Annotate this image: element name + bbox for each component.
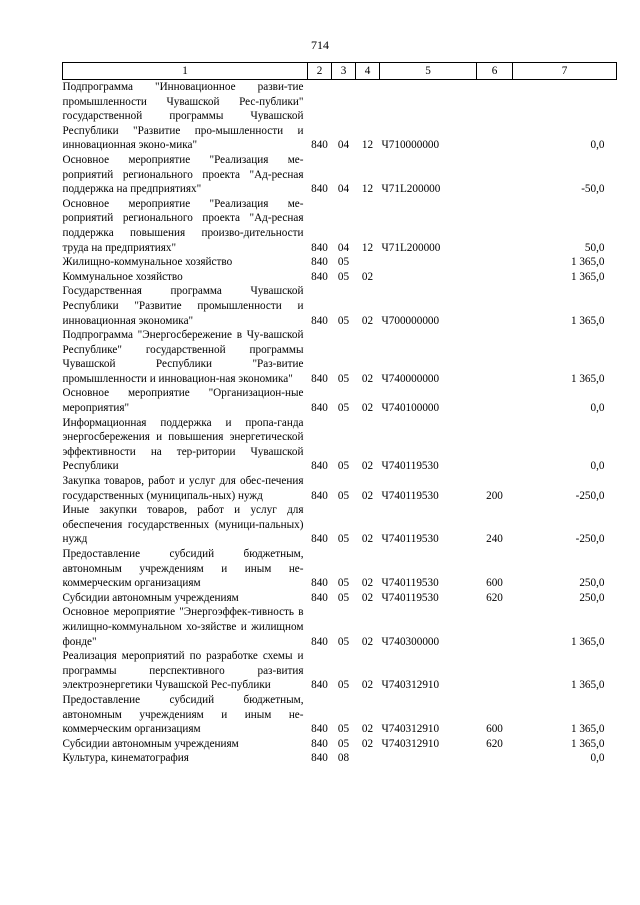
- row-pr: 02: [361, 591, 374, 604]
- row-sum: -50,0: [581, 183, 605, 196]
- row-ved: 840: [311, 241, 328, 254]
- row-rz: 05: [337, 460, 350, 473]
- row-sum: -250,0: [575, 533, 605, 546]
- row-kcsr: Ч740312910: [381, 723, 440, 736]
- row-ved: 840: [311, 533, 328, 546]
- row-name: Основное мероприятие "Энергоэффек-тивность в жилищно-коммунальном хо-зяйстве и жилищном фонде": [62, 606, 304, 648]
- row-sum: 1 365,0: [570, 270, 605, 283]
- row-sum: 0,0: [590, 752, 605, 765]
- row-pr: 02: [361, 314, 374, 327]
- row-vr: [477, 649, 513, 693]
- row-name: Основное мероприятие "Организацион-ные мероприятия": [62, 387, 304, 415]
- row-sum: 250,0: [579, 577, 605, 590]
- header-col-3: 3: [332, 63, 356, 80]
- row-ved: 840: [311, 460, 328, 473]
- row-rz: 04: [337, 241, 350, 254]
- row-pr: 02: [361, 460, 374, 473]
- row-vr: [477, 80, 513, 153]
- row-name: Закупка товаров, работ и услуг для обес-печения государственных (муниципаль-ных) нужд: [62, 475, 304, 502]
- row-rz: 08: [337, 752, 350, 765]
- row-vr: [477, 153, 513, 197]
- row-sum: -250,0: [575, 489, 605, 502]
- row-ved: 840: [311, 183, 328, 196]
- row-sum: 1 365,0: [570, 679, 605, 692]
- row-pr: 02: [361, 270, 374, 283]
- page-number: 714: [311, 38, 329, 52]
- row-name: Предоставление субсидий бюджетным, автономным учреждениям и иным не-коммерческим организациям: [62, 693, 304, 736]
- row-pr: 02: [361, 489, 374, 502]
- header-col-1: 1: [63, 63, 308, 80]
- row-rz: 05: [337, 723, 350, 736]
- row-vr: [477, 416, 513, 474]
- row-vr: 600: [486, 577, 503, 590]
- row-vr: [477, 328, 513, 386]
- row-ved: 840: [311, 402, 328, 415]
- row-name: Подпрограмма "Инновационное разви-тие промышленности Чувашской Рес-публики" государственной программы Чувашской Республики "Развитие про-мышленности и инновационная эконо-мика": [62, 81, 304, 152]
- table-row: [63, 693, 617, 737]
- row-name: Подпрограмма "Энергосбережение в Чу-вашской Республике" государственной программы Чувашской Республики "Раз-витие промышленности и инновацион-ная экономика": [62, 329, 304, 385]
- row-pr: 12: [361, 139, 374, 152]
- row-pr: [356, 255, 380, 270]
- row-ved: 840: [311, 752, 328, 765]
- row-name: Культура, кинематография: [62, 752, 189, 765]
- row-sum: 0,0: [590, 402, 605, 415]
- table-row: [63, 270, 617, 285]
- table-body: [63, 80, 617, 766]
- row-sum: 1 365,0: [570, 314, 605, 327]
- header-col-7: 7: [513, 63, 617, 80]
- table-row: [63, 503, 617, 547]
- table-row: [63, 328, 617, 386]
- table-row: [63, 751, 617, 766]
- row-pr: 12: [361, 241, 374, 254]
- row-kcsr: Ч740100000: [381, 402, 440, 415]
- row-ved: 840: [311, 635, 328, 648]
- row-name: Реализация мероприятий по разработке схемы и программы перспективного раз-вития электроэнергетики Чувашской Рес-публики: [62, 650, 304, 692]
- row-rz: 04: [337, 183, 350, 196]
- table-header: [63, 63, 617, 80]
- row-kcsr: Ч71L200000: [381, 241, 441, 254]
- row-sum: 0,0: [590, 139, 605, 152]
- row-rz: 05: [337, 533, 350, 546]
- row-name: Основное мероприятие "Реализация ме-роприятий регионального проекта "Ад-ресная поддержка повышения произво-дительности труда на предприятиях": [62, 197, 304, 254]
- row-kcsr: Ч740312910: [381, 737, 440, 750]
- row-pr: [356, 751, 380, 766]
- row-kcsr: Ч740300000: [381, 635, 440, 648]
- row-vr: [477, 605, 513, 649]
- table-row: [63, 255, 617, 270]
- row-sum: 1 365,0: [570, 737, 605, 750]
- row-vr: 200: [486, 489, 503, 502]
- row-rz: 05: [337, 402, 350, 415]
- row-name: Коммунальное хозяйство: [62, 270, 183, 283]
- table-row: [63, 416, 617, 474]
- row-rz: 05: [337, 679, 350, 692]
- row-name: Иные закупки товаров, работ и услуг для обеспечения государственных (муници-пальных) нужд: [62, 504, 304, 546]
- table-row: [63, 284, 617, 328]
- row-kcsr: Ч740119530: [381, 489, 439, 502]
- row-sum: 1 365,0: [570, 635, 605, 648]
- row-kcsr: Ч740119530: [381, 460, 439, 473]
- row-pr: 02: [361, 577, 374, 590]
- table-row: [63, 591, 617, 606]
- row-vr: 240: [486, 533, 503, 546]
- row-ved: 840: [311, 723, 328, 736]
- row-kcsr: [380, 751, 477, 766]
- row-rz: 05: [337, 635, 350, 648]
- row-pr: 02: [361, 402, 374, 415]
- row-rz: 05: [337, 314, 350, 327]
- row-vr: [477, 255, 513, 270]
- row-name: Жилищно-коммунальное хозяйство: [62, 256, 233, 269]
- row-pr: 02: [361, 737, 374, 750]
- row-vr: [477, 386, 513, 415]
- row-ved: 840: [311, 679, 328, 692]
- header-col-4: 4: [356, 63, 380, 80]
- row-kcsr: [380, 270, 477, 285]
- row-kcsr: Ч710000000: [381, 139, 440, 152]
- row-kcsr: Ч740119530: [381, 577, 439, 590]
- row-vr: [477, 284, 513, 328]
- header-col-5: 5: [380, 63, 477, 80]
- row-ved: 840: [311, 139, 328, 152]
- row-ved: 840: [311, 737, 328, 750]
- row-pr: 02: [361, 679, 374, 692]
- table-row: [63, 197, 617, 255]
- budget-table: [62, 62, 617, 766]
- row-name: Информационная поддержка и пропа-ганда энергосбережения и повышения энергетической эффективности на тер-ритории Чувашской Республики: [62, 416, 304, 473]
- row-vr: 620: [486, 737, 503, 750]
- row-rz: 05: [337, 737, 350, 750]
- row-ved: 840: [311, 314, 328, 327]
- row-vr: [477, 197, 513, 255]
- row-rz: 05: [337, 577, 350, 590]
- row-sum: 250,0: [579, 591, 605, 604]
- row-pr: 02: [361, 533, 374, 546]
- row-vr: 620: [486, 591, 503, 604]
- row-rz: 05: [337, 270, 350, 283]
- table-row: [63, 649, 617, 693]
- header-col-6: 6: [477, 63, 513, 80]
- row-name: Предоставление субсидий бюджетным, автономным учреждениям и иным не-коммерческим организациям: [62, 548, 304, 590]
- row-ved: 840: [311, 372, 328, 385]
- row-ved: 840: [311, 577, 328, 590]
- row-name: Государственная программа Чувашской Республики "Развитие промышленности и инновационная экономика": [62, 285, 304, 327]
- table-row: [63, 153, 617, 197]
- row-name: Основное мероприятие "Реализация ме-роприятий регионального проекта "Ад-ресная поддержка на предприятиях": [62, 153, 304, 196]
- row-pr: 02: [361, 723, 374, 736]
- row-rz: 05: [337, 256, 350, 269]
- row-ved: 840: [311, 489, 328, 502]
- row-rz: 05: [337, 372, 350, 385]
- row-rz: 05: [337, 591, 350, 604]
- row-vr: [477, 270, 513, 285]
- row-kcsr: Ч740312910: [381, 679, 440, 692]
- row-sum: 50,0: [584, 241, 605, 254]
- table-row: [63, 547, 617, 591]
- row-kcsr: Ч740000000: [381, 372, 440, 385]
- row-kcsr: Ч71L200000: [381, 183, 441, 196]
- row-ved: 840: [311, 270, 328, 283]
- row-rz: 04: [337, 139, 350, 152]
- header-col-2: 2: [308, 63, 332, 80]
- row-name: Субсидии автономным учреждениям: [62, 591, 239, 604]
- row-kcsr: Ч740119530: [381, 533, 439, 546]
- row-vr: 600: [486, 723, 503, 736]
- row-kcsr: [380, 255, 477, 270]
- row-kcsr: Ч740119530: [381, 591, 439, 604]
- row-ved: 840: [311, 256, 328, 269]
- row-sum: 1 365,0: [570, 256, 605, 269]
- table-row: [63, 605, 617, 649]
- table-row: [63, 737, 617, 752]
- row-pr: 02: [361, 372, 374, 385]
- row-sum: 1 365,0: [570, 372, 605, 385]
- row-name: Субсидии автономным учреждениям: [62, 737, 239, 750]
- row-pr: 02: [361, 635, 374, 648]
- row-vr: [477, 751, 513, 766]
- row-kcsr: Ч700000000: [381, 314, 440, 327]
- row-sum: 1 365,0: [570, 723, 605, 736]
- table-row: [63, 474, 617, 503]
- row-sum: 0,0: [590, 460, 605, 473]
- row-pr: 12: [361, 183, 374, 196]
- row-ved: 840: [311, 591, 328, 604]
- table-row: [63, 386, 617, 415]
- row-rz: 05: [337, 489, 350, 502]
- table-row: [63, 80, 617, 153]
